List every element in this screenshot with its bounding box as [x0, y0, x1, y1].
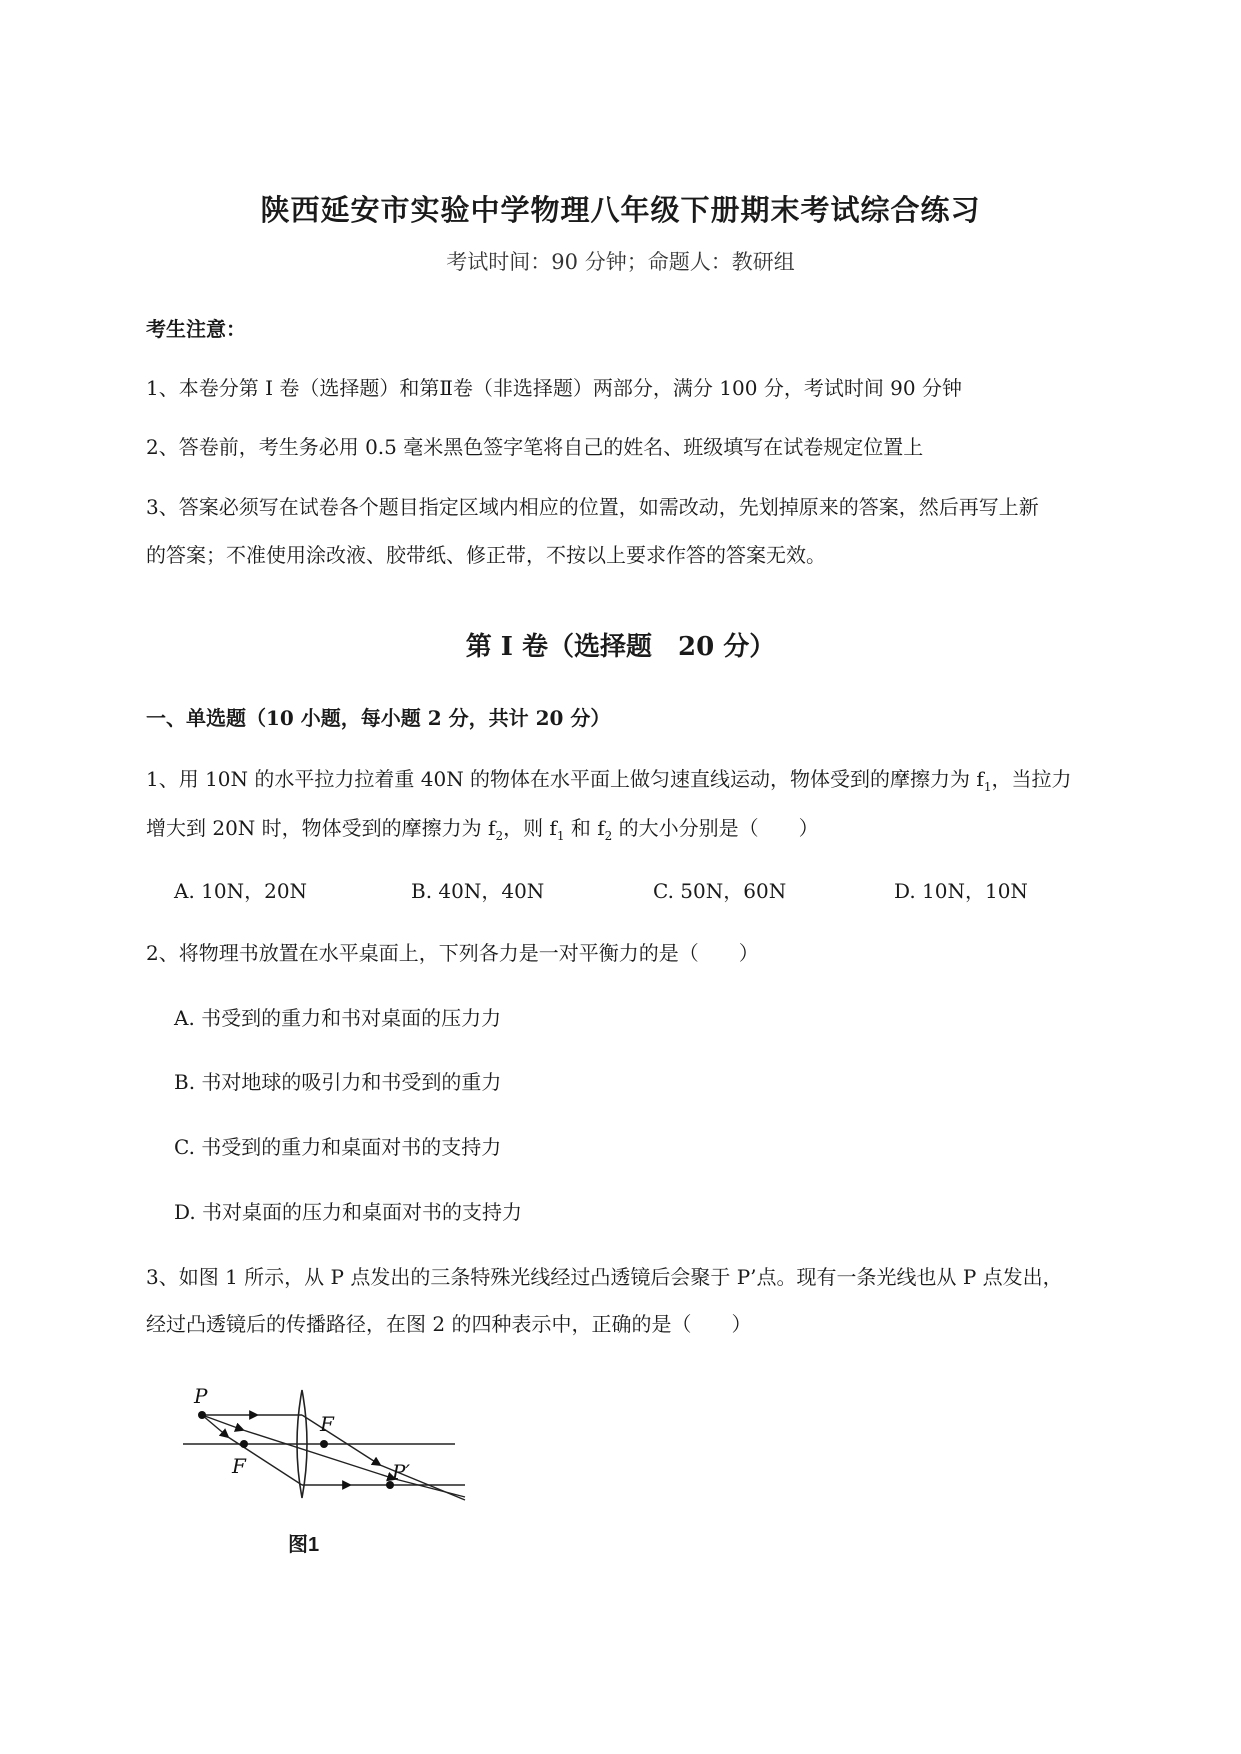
q2-option-d: D. 书对桌面的压力和桌面对书的支持力: [174, 1200, 523, 1224]
q1-stem-line2: 增大到 20N 时，物体受到的摩擦力为 $f_2$，则 $f_1$ 和 $f_2$ 的大小分别是（ ）: [146, 816, 819, 843]
q1-stem-line1: 1、用 10N 的水平拉力拉着重 40N 的物体在水平面上做匀速直线运动，物体受到的摩擦力为 $f_1$，当拉力: [146, 767, 1072, 794]
label-p-prime: P′: [392, 1460, 410, 1484]
label-p: P: [194, 1385, 208, 1408]
q1-option-b: B. 40N，40N: [411, 879, 545, 903]
notice-item-1: 1、本卷分第 I 卷（选择题）和第Ⅱ卷（非选择题）两部分，满分 100 分，考试时间 90 分钟: [146, 376, 962, 400]
q3-stem-line1: 3、如图 1 所示，从 P 点发出的三条特殊光线经过凸透镜后会聚于 P’点。现有一条光线也从 P 点发出，: [146, 1265, 1063, 1289]
notice-item-3: 3、答案必须写在试卷各个题目指定区域内相应的位置，如需改动，先划掉原来的答案，然后再写上新: [146, 495, 1039, 519]
q2-option-a: A. 书受到的重力和书对桌面的压力力: [174, 1006, 502, 1030]
notice-item-3-cont: 的答案；不准使用涂改液、胶带纸、修正带，不按以上要求作答的答案无效。: [146, 543, 826, 567]
notice-item-2: 2、答卷前，考生务必用 0.5 毫米黑色签字笔将自己的姓名、班级填写在试卷规定位置上: [146, 435, 924, 459]
q2-option-b: B. 书对地球的吸引力和书受到的重力: [174, 1070, 502, 1094]
section-title: 第 I 卷（选择题 20 分）: [465, 632, 776, 662]
q1-option-a: A. 10N，20N: [174, 879, 308, 903]
q1-option-d: D. 10N，10N: [894, 879, 1028, 903]
lens-ray-diagram: [180, 1385, 470, 1560]
label-f-right: F: [320, 1412, 334, 1436]
q2-option-c: C. 书受到的重力和桌面对书的支持力: [174, 1135, 502, 1159]
figure-caption: 图1: [288, 1534, 320, 1556]
q3-stem-line2: 经过凸透镜后的传播路径，在图 2 的四种表示中，正确的是（ ）: [146, 1312, 752, 1336]
label-f-left: F: [232, 1454, 246, 1478]
notice-heading: 考生注意：: [146, 317, 246, 341]
part-heading: 一、单选题（10 小题，每小题 2 分，共计 20 分）: [146, 706, 611, 730]
q2-stem: 2、将物理书放置在水平桌面上，下列各力是一对平衡力的是（ ）: [146, 941, 759, 965]
q1-option-c: C. 50N，60N: [653, 879, 787, 903]
page-title: 陕西延安市实验中学物理八年级下册期末考试综合练习: [260, 193, 981, 227]
exam-subtitle: 考试时间：90 分钟；命题人：教研组: [446, 250, 795, 274]
